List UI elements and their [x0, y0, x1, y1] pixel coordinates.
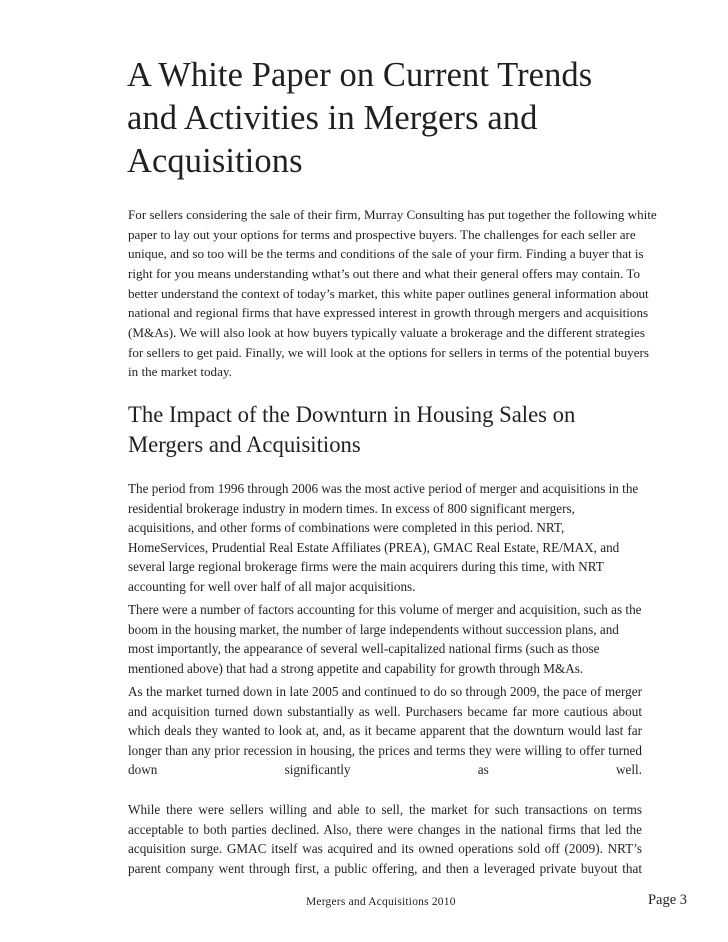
page-number: Page 3: [647, 892, 687, 908]
intro-paragraph: For sellers considering the sale of their firm, Murray Consulting has put together the following white paper to lay out your options for terms and prospective buyers. The challenges for each seller are unique, and so too will be the terms and conditions of the sale of your firm. Finding a buyer that is right for you means understanding wthat’s out there and what their general offers may contain. To better understand the context of today’s market, this white paper outlines general information about national and regional firms that have expressed interest in growth through mergers and acquisitions (M&As). We will also look at how buyers typically valuate a brokerage and the different strategies for sellers to get paid. Finally, we will look at the options for sellers in terms of the potential buyers in the market today.: [128, 207, 657, 380]
section-heading: The Impact of the Downturn in Housing Sales on Mergers and Acquisitions: [128, 402, 576, 457]
footer-document-title: Mergers and Acquisitions 2010: [306, 896, 456, 908]
body-paragraph-3: As the market turned down in late 2005 and continued to do so through 2009, the pace of merger and acquisition turned down substantially as well. Purchasers became far more cautious about which deals they wanted to look at, and, as it became apparent that the downturn would last far longer than any prior recession in housing, the prices and terms they were willing to offer turned down significantly as well.: [128, 684, 642, 777]
body-paragraph-4: While there were sellers willing and able to sell, the market for such transactions on terms acceptable to both parties declined. Also, there were changes in the national firms that led the acquisition surge. GMAC itself was acquired and its owned operations sold off (2009). NRT’s parent company went through first, a public offering, and then a leveraged private buyout that: [128, 802, 642, 876]
body-paragraph-2: There were a number of factors accounting for this volume of merger and acquisition, such as the boom in the housing market, the number of large independents without succession plans, and most importantly, the appearance of several well-capitalized national firms (such as those mentioned above) that had a strong appetite and capability for growth through M&As.: [128, 602, 642, 676]
body-paragraph-1: The period from 1996 through 2006 was the most active period of merger and acquisitions in the residential brokerage industry in modern times. In excess of 800 significant mergers, acquisitions, and other forms of combinations were completed in this period. NRT, HomeServices, Prudential Real Estate Affiliates (PREA), GMAC Real Estate, RE/MAX, and several large regional brokerage firms were the main acquirers during this time, with NRT accounting for well over half of all major acquisitions.: [128, 481, 639, 594]
page-title: A White Paper on Current Trends and Activities in Mergers and Acquisitions: [127, 56, 593, 180]
